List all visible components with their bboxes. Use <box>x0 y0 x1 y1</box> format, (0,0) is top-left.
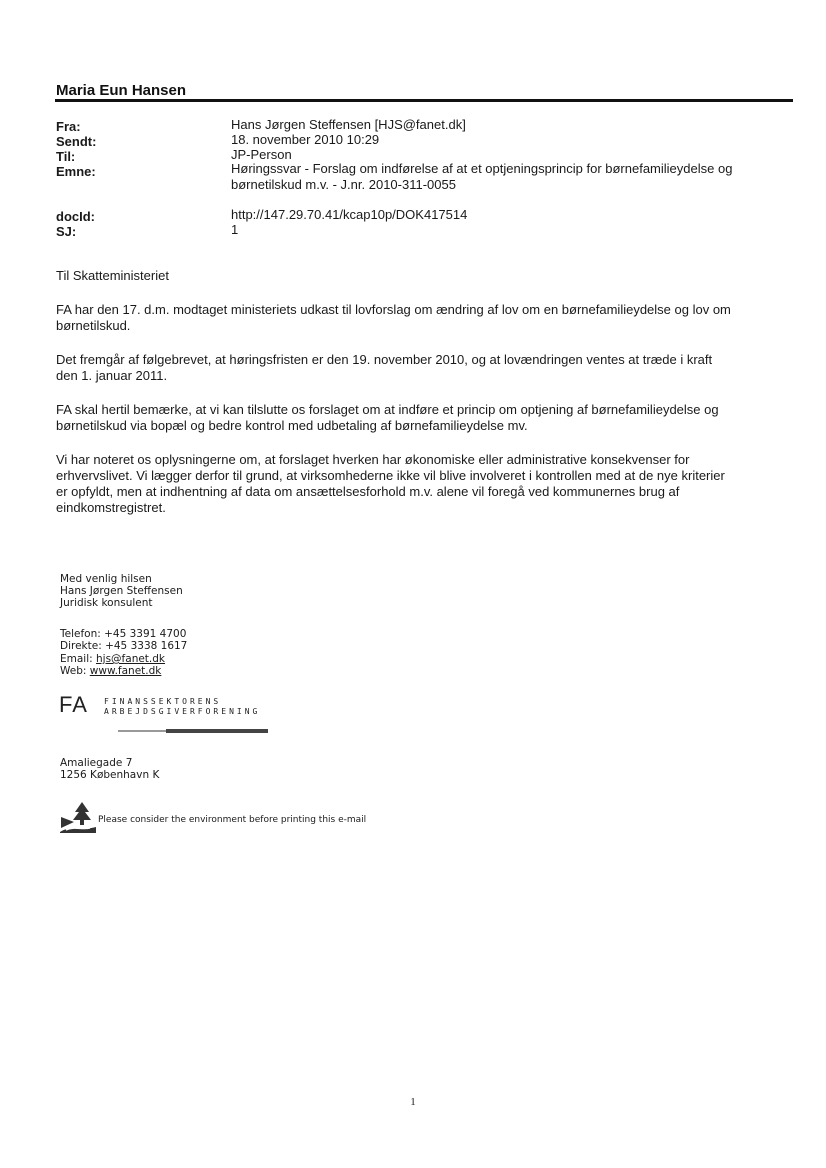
address-city: 1256 København K <box>60 769 160 781</box>
sender-header-name: Maria Eun Hansen <box>56 82 187 99</box>
address-street: Amaliegade 7 <box>60 757 133 769</box>
fa-logo: FA <box>59 692 88 717</box>
from-label: Fra: <box>56 119 81 134</box>
signature-web-row <box>60 665 161 677</box>
signature-direct-phone: Direkte: +45 3338 1617 <box>60 640 188 652</box>
header-rule <box>55 99 793 102</box>
signature-closing: Med venlig hilsen <box>60 573 152 585</box>
email-link[interactable]: hjs@fanet.dk <box>96 653 166 665</box>
signature-email-row <box>60 653 165 665</box>
email-label: Email: <box>60 653 97 665</box>
sent-label: Sendt: <box>56 134 97 149</box>
to-value: JP-Person <box>231 147 292 162</box>
sj-label: SJ: <box>56 224 77 239</box>
environment-note: Please consider the environment before printing this e-mail <box>98 815 367 825</box>
paragraph-1-line-1: FA har den 17. d.m. modtaget ministeriets udkast til lovforslag om ændring af lov om en børnefamilieydelse og lov om <box>56 302 731 317</box>
sent-value: 18. november 2010 10:29 <box>231 132 380 147</box>
fa-logo-line-2: ARBEJDSGIVERFORENING <box>104 707 261 716</box>
fa-logo-bar <box>118 728 268 734</box>
docid-label: docId: <box>56 209 95 224</box>
paragraph-2-line-2: den 1. januar 2011. <box>56 368 168 383</box>
to-label: Til: <box>56 149 76 164</box>
paragraph-3-line-2: børnetilskud via bopæl og bedre kontrol med udbetaling af børnefamilieydelse mv. <box>56 418 528 433</box>
paragraph-4-line-3: er opfyldt, men at indhentning af data om ansættelsesforhold m.v. alene vil foregå ved kommunernes brug af <box>56 484 680 499</box>
page-number: 1 <box>410 1096 416 1108</box>
fa-logo-line-1: FINANSSEKTORENS <box>104 697 222 706</box>
subject-value-line1: Høringssvar - Forslag om indførelse af at et optjeningsprincip for børnefamilieydelse og <box>231 161 733 176</box>
docid-value: http://147.29.70.41/kcap10p/DOK417514 <box>231 207 468 222</box>
greeting: Til Skatteministeriet <box>56 268 169 283</box>
sj-value: 1 <box>231 222 239 237</box>
subject-label: Emne: <box>56 164 96 179</box>
web-label: Web: <box>60 665 90 677</box>
subject-value-line2: børnetilskud m.v. - J.nr. 2010-311-0055 <box>231 177 456 192</box>
paragraph-3-line-1: FA skal hertil bemærke, at vi kan tilslutte os forslaget om at indføre et princip om optjening af børnefamilieydelse og <box>56 402 719 417</box>
paragraph-1-line-2: børnetilskud. <box>56 318 131 333</box>
web-link[interactable]: www.fanet.dk <box>89 665 162 677</box>
paragraph-2-line-1: Det fremgår af følgebrevet, at høringsfristen er den 19. november 2010, og at lovændringen ventes at træde i kraft <box>56 352 713 367</box>
signature-phone: Telefon: +45 3391 4700 <box>60 628 187 640</box>
paragraph-4-line-2: erhvervslivet. Vi lægger derfor til grund, at virksomhederne ikke vil blive involveret i kontrollen med at de nye kriterier <box>56 468 725 483</box>
signature-role: Juridisk konsulent <box>60 597 153 609</box>
from-value: Hans Jørgen Steffensen [HJS@fanet.dk] <box>231 117 466 132</box>
paragraph-4-line-4: eindkomstregistret. <box>56 500 166 515</box>
tree-road-icon <box>60 801 96 833</box>
signature-name: Hans Jørgen Steffensen <box>60 585 183 597</box>
paragraph-4-line-1: Vi har noteret os oplysningerne om, at forslaget hverken har økonomiske eller administrative konsekvenser for <box>56 452 690 467</box>
